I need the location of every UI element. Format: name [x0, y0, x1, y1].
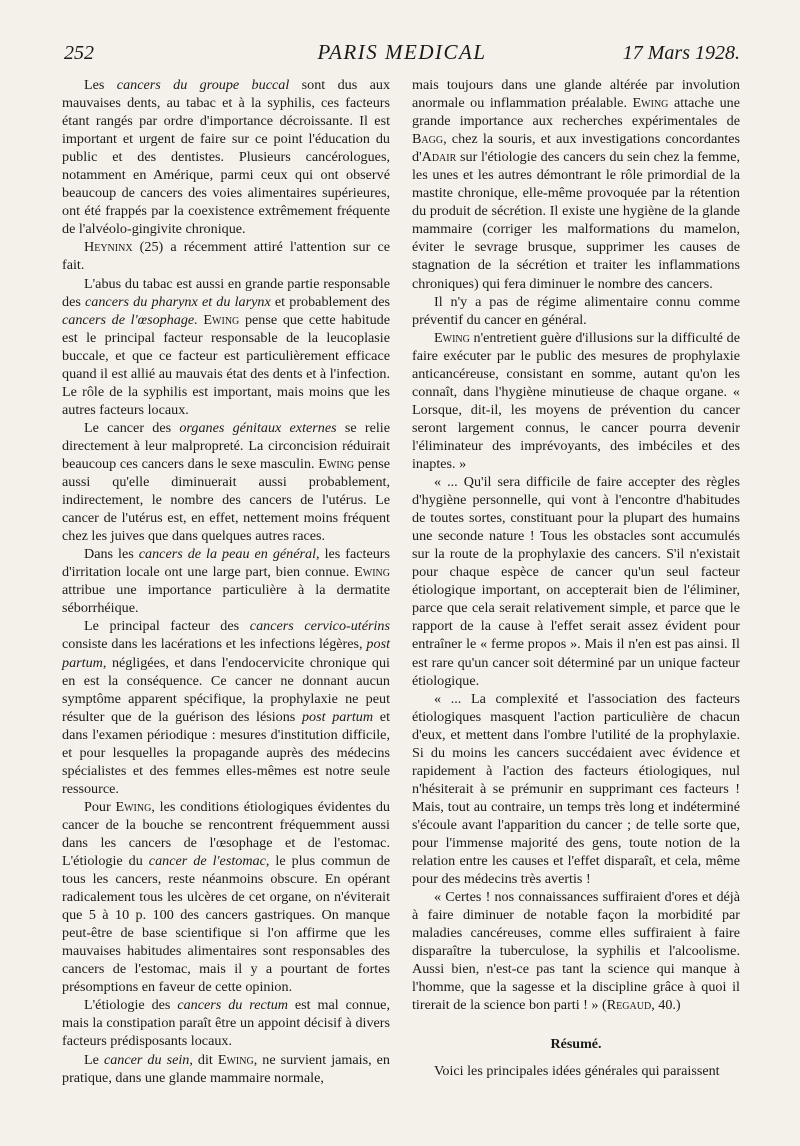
left-column [62, 76, 390, 1087]
paragraph-cervico-uterins: Le principal facteur des cancers cervico-utérins consiste dans les lacérations et les infections légères, post partum, négligées, et dans l'endocervicite chronique qui en est la conséquence. Ce cancer ne donnant aucun symptôme apparent spécifique, la prophylaxie ne peut résulter que de la guérison des lésions post partum et dans l'examen périodique : mesures d'institution difficile, et pour lesquelles la propagande auprès des médecins spécialistes et des femmes elles-mêmes est notre seule ressource. [62, 618, 390, 797]
paragraph-quote-complexite: « ... La complexité et l'association des facteurs étiologiques masquent l'action particulière de chacun d'eux, et mettent dans l'ombre l'utilité de la prophylaxie. Si du moins les cancers succédaient avec évidence et rapidement à l'action des facteurs étiologiques, nul n'hésiterait à se prémunir en supprimant ces facteurs ! Mais, tout au contraire, un temps très long et indéterminé s'écoule avant l'apparition du cancer ; de telle sorte que, pour l'immense majorité des gens, toute notion de la relation entre les causes et l'effet disparaît, et cela, même pour des médecins très avertis ! [412, 690, 740, 888]
running-header [64, 38, 740, 68]
paragraph-heyninx: Heyninx (25) a récemment attiré l'attention sur ce fait. [62, 239, 390, 274]
journal-title: PARIS MEDICAL [317, 40, 487, 64]
right-column [412, 76, 740, 1081]
paragraph-peau: Dans les cancers de la peau en général, les facteurs d'irritation locale ont une large part, bien connue. Ewing attribue une importance particulière à la dermatite séborrhéique. [62, 546, 391, 617]
paragraph-tabac: L'abus du tabac est aussi en grande partie responsable des cancers du pharynx et du larynx et probablement des cancers de l'œsophage. Ewing pense que cette habitude est le principal facteur responsable de la leucoplasie buccale, et que ce facteur est particulièrement efficace quand il est allié au mauvais état des dents et à l'infection. Le rôle de la syphilis est important, mais moins que les autres facteurs locaux. [62, 275, 391, 418]
page-number: 252 [64, 42, 94, 64]
paragraph-quote-hygiene: « ... Qu'il sera difficile de faire accepter des règles d'hygiène personnelle, qui vont à l'encontre d'habitudes de toutes sortes, constituant pour la plupart des humains une seconde nature ! Tous les obstacles sont accumulés sur la route de la prophylaxie des cancers. S'il n'existait pour chaque espèce de cancer qu'un seul facteur étiologique important, on accepterait bien de l'éliminer, parce que cela serait relativement simple, et parce que le rapport de la cause à l'effet serait assez évident pour entraîner le « ferme propos ». Mais il n'en est pas ainsi. Il est rare qu'un cancer soit déterminé par un unique facteur étiologique. [412, 474, 740, 689]
paragraph-buccal: Les cancers du groupe buccal sont dus aux mauvaises dents, au tabac et à la syphilis, ces facteurs étant rangés par ordre d'importance décroissante. Il est important et urgent de faire sur ce point l'éducation du public et des dentistes. Plusieurs cancérologues, notamment en Amérique, parmi ceux qui ont observé beaucoup de cancers des voies alimentaires supérieures, ont été frappés par la coexistence extrêmement fréquente de l'alvéolo-gingivite chronique. [62, 77, 391, 238]
paragraph-quote-certes: « Certes ! nos connaissances suffiraient d'ores et déjà à faire diminuer de notable façon la morbidité par maladies cancéreuses, comme elles suffiraient à faire disparaître la tuberculose, la syphilis et l'alcoolisme. Aussi bien, n'est-ce pas tant la science qui manque à l'homme, que la sagesse et la discipline grâce à quoi il tirerait de la science bon parti ! » (Regaud, 40.) [412, 889, 740, 1014]
issue-date: 17 Mars 1928. [622, 42, 740, 64]
paragraph-rectum: L'étiologie des cancers du rectum est mal connue, mais la constipation paraît être un appoint décisif à divers facteurs prédisposants locaux. [62, 997, 390, 1050]
paragraph-sein-suite: mais toujours dans une glande altérée par involution anormale ou inflammation préalable. Ewing attache une grande importance aux recherches expérimentales de Bagg, chez la souris, et aux investigations concordantes d'Adair sur l'étiologie des cancers du sein chez la femme, les unes et les autres démontrant le rôle primordial de la mastite chronique, elle-même provoquée par la rétention du produit de sécrétion. Il existe une hygiène de la glande mammaire (corriger les malformations du mamelon, éviter le sevrage brusque, supprimer les causes de stagnation de la sécrétion et traiter les inflammations chroniques) qui fera diminuer le nombre des cancers. [412, 77, 740, 292]
resume-heading: Résumé. [550, 1037, 602, 1053]
paragraph-genitaux: Le cancer des organes génitaux externes se relie directement à leur malpropreté. La circoncision réduirait beaucoup ces cancers dans le sexe masculin. Ewing pense aussi qu'elle diminuerait aussi probablement, indirectement, le nombre des cancers de l'utérus. Le cancer de l'utérus est, en effet, nettement moins fréquent chez les juives que dans quelques autres races. [62, 419, 390, 545]
paragraph-regime: Il n'y a pas de régime alimentaire connu comme préventif du cancer en général. [412, 293, 740, 328]
paragraph-ewing-illusions: Ewing n'entretient guère d'illusions sur la difficulté de faire exécuter par le public des mesures de prophylaxie anticancéreuse, consistant en somme, autant qu'on les connaît, dans l'hygiène minutieuse de chaque organe. « Lorsque, dit-il, les moyens de prévention du cancer seront largement connus, le cancer pourra devenir l'éliminateur des imprévoyants, des imbéciles et des inaptes. » [412, 329, 740, 472]
paragraph-resume-intro: Voici les principales idées générales qui paraissent [434, 1063, 720, 1080]
paragraph-sein: Le cancer du sein, dit Ewing, ne survient jamais, en pratique, dans une glande mammaire normale, [62, 1051, 391, 1086]
paragraph-estomac: Pour Ewing, les conditions étiologiques évidentes du cancer de la bouche se rencontrent fréquemment aussi dans les cancers de l'œsophage et de l'estomac. L'étiologie du cancer de l'estomac, le plus commun de tous les cancers, reste néanmoins obscure. En opérant radicalement tous les ulcères de cet organe, on n'éviterait que 5 à 10 p. 100 des cancers gastriques. On manque peut-être de base scientifique si l'on affirme que les mauvaises habitudes alimentaires sont responsables des cancers de l'estomac, mais il y a pourtant de fortes présomptions en faveur de cette opinion. [62, 798, 391, 996]
